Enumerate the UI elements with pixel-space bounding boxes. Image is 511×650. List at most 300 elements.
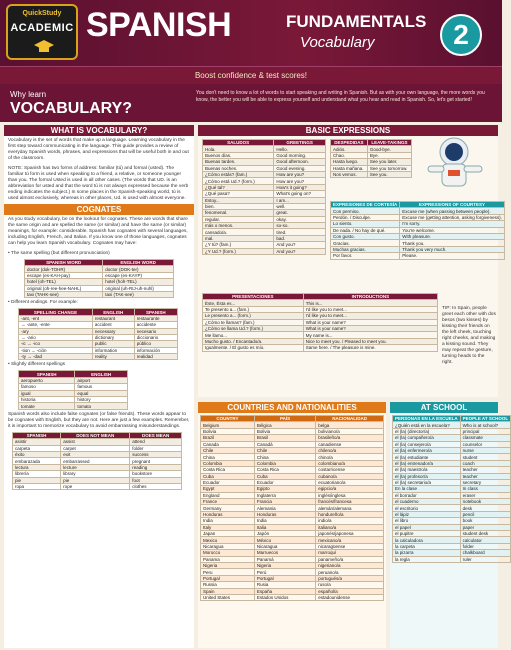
table-cell: restaurante [134, 315, 177, 321]
table-cell: Estados Unidos [254, 594, 315, 600]
table-cell: marroquí [316, 550, 384, 556]
table-cell: panameño/a [316, 556, 384, 562]
table-cell: Buenas noches. [203, 165, 274, 171]
table-cell: accident [92, 322, 134, 328]
table-cell: el papel [393, 524, 461, 530]
table-cell: el (la) maestro/a [393, 467, 461, 473]
column-header: LEAVE-TAKINGS [367, 140, 411, 146]
table-cell: Bélgica [254, 422, 315, 428]
table-cell: -ant, -ent [19, 315, 93, 321]
table-cell: And you? [274, 242, 326, 248]
table-cell: taxi (TAHK-see) [25, 291, 103, 297]
table-cell: Excuse me (when passing between people). [400, 208, 505, 214]
table-cell: ruso/a [316, 582, 384, 588]
table-row [19, 403, 128, 409]
logo-top-text: QuickStudy [22, 10, 62, 17]
table-cell: el (la) consejero/a [393, 441, 461, 447]
table-cell: librería [13, 471, 61, 477]
table-cell: France [201, 499, 255, 505]
table-cell: el cuaderno [393, 499, 461, 505]
table-cell: pie [13, 477, 61, 483]
table-cell: tired. [274, 229, 326, 235]
table-cell: See you later. [367, 159, 411, 165]
table-cell: Muchas gracias. [331, 246, 400, 252]
cognates-paragraph: As you study vocabulary, be on the lookout for cognates. These are words that share the same origin and are spelled the same (or similar) and have the same (or similar) meanings, for example: considerable. Spanish has cognates with several languages, including English, French, and Italian. If you know one of those languages, cognates can help you learn Spanish vocabulary. Cognates may have: [8, 217, 188, 246]
header-banner [0, 0, 502, 66]
table-cell: counselor [460, 441, 511, 447]
column-header: NACIONALIDAD [316, 416, 384, 422]
school-table [392, 415, 511, 563]
table-cell: ¿Cómo te llamas? (fam.) [203, 319, 304, 325]
column-header: SPELLING CHANGE [19, 309, 93, 315]
table-cell: → -ante, -ente [19, 322, 93, 328]
table-cell: reading [130, 464, 182, 470]
table-cell: Inglaterra [254, 492, 315, 498]
table-cell: Cuba [201, 473, 255, 479]
tip-text: TIP: In Spain, people greet each other with dos besos (two kisses) by kissing their friends on the left cheek, touching right cheeks, and making a kissing sound. They may repeat the gesture, turning heads to the right. [442, 306, 496, 365]
table-cell: hotel (oh-TEL) [25, 279, 103, 285]
table-cell: Perú [254, 569, 315, 575]
table-cell: I'd like you to meet... [303, 313, 437, 319]
table-cell: How are you? [274, 178, 326, 184]
table-cell: Hasta luego. [331, 159, 368, 165]
table-cell: original (uh-RIJ-uh-nuhl) [103, 285, 174, 291]
table-cell: student desk [460, 531, 511, 537]
table-cell: -ty → -dad [19, 354, 93, 360]
table-cell: Who is at school? [460, 422, 511, 428]
table-cell: -tion → -ción [19, 347, 93, 353]
false-cognates-paragraph: Spanish words also include false cognates (or false friends). These words appear to be cognates with English, but they are not. Here are just a few examples. Remember, it is important to memorize vocabulary to avoid embarrassing misunderstandings. [8, 411, 190, 429]
table-cell: realidad [134, 354, 177, 360]
courtesy-table [330, 201, 505, 260]
table-cell: well. [274, 203, 326, 209]
table-cell: estadounidense [316, 594, 384, 600]
table-cell: regular. [203, 216, 274, 222]
column-header: ENGLISH [75, 371, 128, 377]
table-cell: Good evening. [274, 165, 326, 171]
table-cell: el (la) estudiante [393, 454, 461, 460]
column-header: PEOPLE AT SCHOOL [460, 416, 511, 422]
column-header: SPANISH [19, 371, 75, 377]
table-cell: el (la) secretario/a [393, 479, 461, 485]
table-cell: costarricense [316, 467, 384, 473]
table-cell: Spain [201, 588, 255, 594]
table-cell: This is... [303, 300, 437, 306]
table-cell: principal [460, 428, 511, 434]
table-cell: desk [460, 505, 511, 511]
cognates-bullet-3: • Slightly different spellings [8, 362, 66, 368]
table-cell: belga [316, 422, 384, 428]
table-cell: el pupitre [393, 531, 461, 537]
table-cell: Portugal [254, 575, 315, 581]
table-cell: Hasta mañana. [331, 165, 368, 171]
quickstudy-logo [6, 4, 78, 60]
column-header: PERSONAS EN LA ESCUELA [393, 416, 461, 422]
table-cell: I'd like you to meet... [303, 306, 437, 312]
table-cell: inglés/inglesa [316, 492, 384, 498]
table-cell: United States [201, 594, 255, 600]
vocab-note: NOTE: Spanish has two forms of address: familiar (tú) and formal (usted). The familiar tú form is used when speaking to a friend, a relative, or someone younger than you. The formal Usted is used in all other cases. (The words that UD. is an abbreviation for usted and that the word tú is not always expressed because the verb ending indicates the subject.) In some places in the Spanish-speaking world, tú is used almost exclusively, whereas in other places, Ud. is used with almost everyone. [8, 166, 189, 201]
table-cell: information [92, 347, 134, 353]
table-cell: Con permiso. [331, 208, 400, 214]
table-cell: Canada [201, 441, 255, 447]
table-cell: Igualmente. / El gusto es mío. [203, 345, 304, 351]
table-cell: eraser [460, 492, 511, 498]
table-row [19, 322, 178, 328]
table-cell: aeropuerto [19, 377, 75, 383]
table-cell: Rusia [254, 582, 315, 588]
table-cell: ecuatoriano/a [316, 479, 384, 485]
table-cell: What is your name? [303, 319, 437, 325]
cognates-endings-table [18, 308, 178, 360]
greetings-table [202, 139, 326, 255]
table-cell: folder [130, 445, 182, 451]
table-cell: foot [130, 477, 182, 483]
table-cell: cubano/a [316, 473, 384, 479]
table-cell: Russia [201, 582, 255, 588]
column-header: DOES MEAN [130, 432, 182, 438]
page-subtitle-2: Vocabulary [300, 34, 375, 51]
table-cell: ¿Qué pasa? [203, 191, 274, 197]
table-cell: With pleasure. [400, 233, 505, 239]
table-cell: so-so. [274, 223, 326, 229]
column-header: PRESENTACIONES [203, 294, 304, 300]
table-cell: Me llamo... [203, 332, 304, 338]
school-panel [390, 402, 509, 648]
table-cell: bien. [203, 203, 274, 209]
table-cell: Mexico [201, 537, 255, 543]
table-cell: canadiense [316, 441, 384, 447]
left-column [4, 125, 194, 648]
table-cell: reality [92, 354, 134, 360]
table-cell: Hola. [203, 146, 274, 152]
table-cell: -ary [19, 328, 93, 334]
table-cell: italiano/a [316, 524, 384, 530]
table-cell: student [460, 454, 511, 460]
table-row [331, 165, 412, 171]
cognates-heading: COGNATES [4, 204, 194, 215]
table-cell: Chile [254, 447, 315, 453]
table-cell: Adiós. [331, 146, 368, 152]
countries-heading: COUNTRIES AND NATIONALITIES [198, 402, 386, 413]
table-cell: Egipto [254, 486, 315, 492]
table-cell: Ecuador [254, 479, 315, 485]
table-cell: el (la) entrenador/a [393, 460, 461, 466]
table-cell: classmate [460, 435, 511, 441]
table-cell: What's going on? [274, 191, 326, 197]
table-cell: Nicaragua [254, 543, 315, 549]
table-cell: How are you? [274, 171, 326, 177]
table-cell: alemán/alemana [316, 505, 384, 511]
table-cell: In class [460, 486, 511, 492]
table-cell: lecture [61, 464, 130, 470]
leave-takings-table [330, 139, 412, 178]
column-header: ENGLISH [92, 309, 134, 315]
table-cell: ¿Cómo estás? (fam.) [203, 171, 274, 177]
table-row [19, 347, 178, 353]
table-cell: famoso [19, 384, 75, 390]
table-cell: Italy [201, 524, 255, 530]
table-header-row [393, 416, 511, 422]
table-cell: Buenos días. [203, 152, 274, 158]
table-cell: success [130, 451, 182, 457]
table-cell: ¿Quién está en la escuela? [393, 422, 461, 428]
table-cell: original (oh-ree-hee-NAHL) [25, 285, 103, 291]
table-cell: Japan [201, 531, 255, 537]
table-cell: Excuse me (getting attention, asking forgiveness). [400, 214, 505, 220]
table-cell: tomate [19, 403, 75, 409]
table-header-row [13, 432, 182, 438]
table-cell: See you. [367, 171, 411, 177]
table-cell: book [460, 518, 511, 524]
table-cell: Nos vemos. [331, 171, 368, 177]
table-cell: attend [130, 439, 182, 445]
table-cell: Belgium [201, 422, 255, 428]
table-cell: el (la) profesor/a [393, 473, 461, 479]
column-header: DOES NOT MEAN [61, 432, 130, 438]
table-cell: la carpeta [393, 543, 461, 549]
table-cell: doctor (dok-TOHR) [25, 266, 103, 272]
table-cell: Bolivia [201, 428, 255, 434]
table-cell: De nada. / No hay de qué. [331, 227, 400, 233]
column-header: EXPRESIONES DE CORTESÍA [331, 202, 400, 208]
table-cell: Con gusto. [331, 233, 400, 239]
table-cell: accidente [134, 322, 177, 328]
table-cell: You're welcome. [400, 227, 505, 233]
table-cell: library [61, 471, 130, 477]
table-cell: ¿Y Ud.? (form.) [203, 248, 274, 254]
table-cell: la pizarra [393, 550, 461, 556]
table-cell: See you tomorrow. [367, 165, 411, 171]
column-header: INTRODUCTIONS [303, 294, 437, 300]
table-row [331, 171, 412, 177]
table-cell: Bolivia [254, 428, 315, 434]
table-cell: Honduras [254, 511, 315, 517]
table-cell: famous [75, 384, 128, 390]
table-cell: teacher [460, 473, 511, 479]
table-cell: Morocco [201, 550, 255, 556]
why-learn-banner [0, 84, 502, 122]
logo-main-text: ACADEMIC [10, 22, 74, 34]
table-cell: calculator [460, 537, 511, 543]
table-cell: great. [274, 210, 326, 216]
table-cell: diccionario [134, 334, 177, 340]
table-cell: Ecuador [201, 479, 255, 485]
table-cell: China [201, 454, 255, 460]
column-header: COUNTRY [201, 416, 255, 422]
table-cell: España [254, 588, 315, 594]
table-cell: And you? [274, 248, 326, 254]
table-cell: escape (es-KAYP) [103, 272, 174, 278]
table-cell: dictionary [92, 334, 134, 340]
table-cell: peruano/a [316, 569, 384, 575]
table-cell: información [134, 347, 177, 353]
table-cell: bookstore [130, 471, 182, 477]
table-cell: → -ario [19, 334, 93, 340]
table-cell: paper [460, 524, 511, 530]
column-header: SPANISH [134, 309, 177, 315]
table-cell: público [134, 341, 177, 347]
table-cell: el (la) compañero/a [393, 435, 461, 441]
school-heading: AT SCHOOL [390, 402, 498, 413]
tagline: Boost confidence & test scores! [0, 66, 502, 84]
table-cell: éxito [13, 451, 61, 457]
table-cell: assist [61, 439, 130, 445]
table-cell: chalkboard [460, 550, 511, 556]
table-cell: India [254, 518, 315, 524]
table-cell: lectura [13, 464, 61, 470]
column-header: PAÍS [254, 416, 315, 422]
table-cell: Colombia [201, 460, 255, 466]
countries-panel [198, 402, 386, 648]
table-cell: mal. [203, 235, 274, 241]
table-cell: teacher [460, 467, 511, 473]
table-cell: Por favor. [331, 253, 400, 259]
why-text: You don't need to know a lot of words to start speaking and writing in Spanish. But as with your own language, the more words you know, the better you will be able to express yourself and understand what you hear and read in Spanish. So, let's get started! [196, 90, 485, 103]
table-cell: coach [460, 460, 511, 466]
basic-expressions-heading: BASIC EXPRESSIONS [198, 125, 498, 136]
table-cell: mexicano/a [316, 537, 384, 543]
table-cell: chino/a [316, 454, 384, 460]
table-cell: Thank you. [400, 240, 505, 246]
table-cell: Alemania [254, 505, 315, 511]
table-cell: pie [61, 477, 130, 483]
table-cell: history [75, 397, 128, 403]
table-cell: Brasil [254, 435, 315, 441]
table-cell: egipcio/a [316, 486, 384, 492]
table-cell: boliviano/a [316, 428, 384, 434]
table-cell: Buenas tardes. [203, 159, 274, 165]
table-cell: historia [19, 397, 75, 403]
table-cell: hotel (hoh-TEL) [103, 279, 174, 285]
table-cell: pregnant [130, 458, 182, 464]
column-header: SPANISH [13, 432, 61, 438]
table-cell: la calculadora [393, 537, 461, 543]
table-cell: escape (es-KAH-pay) [25, 272, 103, 278]
table-row [201, 594, 384, 600]
table-cell: Lo siento. [331, 221, 400, 227]
table-cell: England [201, 492, 255, 498]
table-row [331, 253, 505, 259]
table-cell: Costa Rica [201, 467, 255, 473]
table-cell: portugués/a [316, 575, 384, 581]
table-cell: embarrassed [61, 458, 130, 464]
why-label: Why learn [10, 90, 47, 99]
table-cell: taxi (TAK-see) [103, 291, 174, 297]
column-header: EXPRESSIONS OF COURTESY [400, 202, 505, 208]
table-cell: Panamá [254, 556, 315, 562]
table-cell: Nicaragua [201, 543, 255, 549]
countries-table [200, 415, 384, 601]
table-cell: What is your name? [303, 325, 437, 331]
vocab-paragraph-1: Vocabulary is the set of words that make up a language. Learning vocabulary in the first step toward communicating in the language. This guide provides a review of everyday Spanish words, phrases, and expressions that will be useful both in and out of the classroom. [8, 138, 189, 161]
table-cell: la regla [393, 556, 461, 562]
table-cell: Éste, Ésta es... [203, 300, 304, 306]
table-cell: Good morning. [274, 152, 326, 158]
table-cell: secretary [460, 479, 511, 485]
cognates-spelling-table [18, 370, 128, 409]
table-cell: Nice to meet you. / Pleased to meet you. [303, 338, 437, 344]
table-cell: ropa [13, 483, 61, 489]
table-row [19, 354, 178, 360]
table-cell: cansado/a. [203, 229, 274, 235]
table-cell: Gracias. [331, 240, 400, 246]
table-cell: Mucho gusto. / Encantado/a. [203, 338, 304, 344]
table-cell: Nigeria [254, 562, 315, 568]
cognates-bullet-2: • Different endings. For example: [8, 300, 78, 306]
table-cell: ¿Y tú? (fam.) [203, 242, 274, 248]
table-cell: clothes [130, 483, 182, 489]
table-cell: nigeriano/a [316, 562, 384, 568]
table-cell: doctor (DOK-ter) [103, 266, 174, 272]
table-cell: necessary [92, 328, 134, 334]
table-cell: nicaragüense [316, 543, 384, 549]
table-cell: Portugal [201, 575, 255, 581]
table-cell: Egypt [201, 486, 255, 492]
table-cell: Italia [254, 524, 315, 530]
table-cell: ruler [460, 556, 511, 562]
table-cell: restaurant [92, 315, 134, 321]
column-header: SPANISH WORD [25, 260, 103, 266]
table-cell: equal [75, 390, 128, 396]
table-cell: ¿Cómo se llama Ud.? (form.) [203, 325, 304, 331]
table-cell: el escritorio [393, 505, 461, 511]
table-cell: Good afternoon. [274, 159, 326, 165]
cognates-bullet-1: • The same spelling (but different pronunciation) [8, 251, 110, 256]
table-cell: My name is... [303, 332, 437, 338]
table-cell: Perdón. / Disculpe. [331, 214, 400, 220]
table-cell: Cuba [254, 473, 315, 479]
table-cell: brasileño/a [316, 435, 384, 441]
table-cell: En la clase [393, 486, 461, 492]
table-row [331, 214, 505, 220]
table-cell: Francia [254, 499, 315, 505]
vocab-heading: WHAT IS VOCABULARY? [4, 125, 194, 136]
table-row [25, 291, 174, 297]
table-cell: ¿Qué tal? [203, 184, 274, 190]
table-cell: India [201, 518, 255, 524]
cognates-same-spelling-table [24, 259, 174, 298]
table-cell: Colombia [254, 460, 315, 466]
table-cell: Chao. [331, 152, 368, 158]
table-row [13, 483, 182, 489]
table-cell: Costa Rica [254, 467, 315, 473]
table-cell: nurse [460, 447, 511, 453]
table-cell: más o menos. [203, 223, 274, 229]
table-cell: Please. [400, 253, 505, 259]
table-cell: México [254, 537, 315, 543]
column-header: ENGLISH WORD [103, 260, 174, 266]
column-header: GREETINGS [274, 140, 326, 146]
table-cell: carpeta [13, 445, 61, 451]
table-cell: colombiano/a [316, 460, 384, 466]
table-cell: japonés/japonesa [316, 531, 384, 537]
table-cell: indio/a [316, 518, 384, 524]
table-row [203, 345, 438, 351]
table-cell: public [92, 341, 134, 347]
table-row [393, 556, 511, 562]
table-cell: Bye. [367, 152, 411, 158]
table-cell: I am... [274, 197, 326, 203]
table-cell: China [254, 454, 315, 460]
table-cell: francés/francesa [316, 499, 384, 505]
table-cell: Nigeria [201, 562, 255, 568]
table-cell: Peru [201, 569, 255, 575]
graduation-cap-icon [34, 40, 54, 54]
table-cell: Brazil [201, 435, 255, 441]
column-header: SALUDOS [203, 140, 274, 146]
table-cell: Same here. / The pleasure is mine. [303, 345, 437, 351]
